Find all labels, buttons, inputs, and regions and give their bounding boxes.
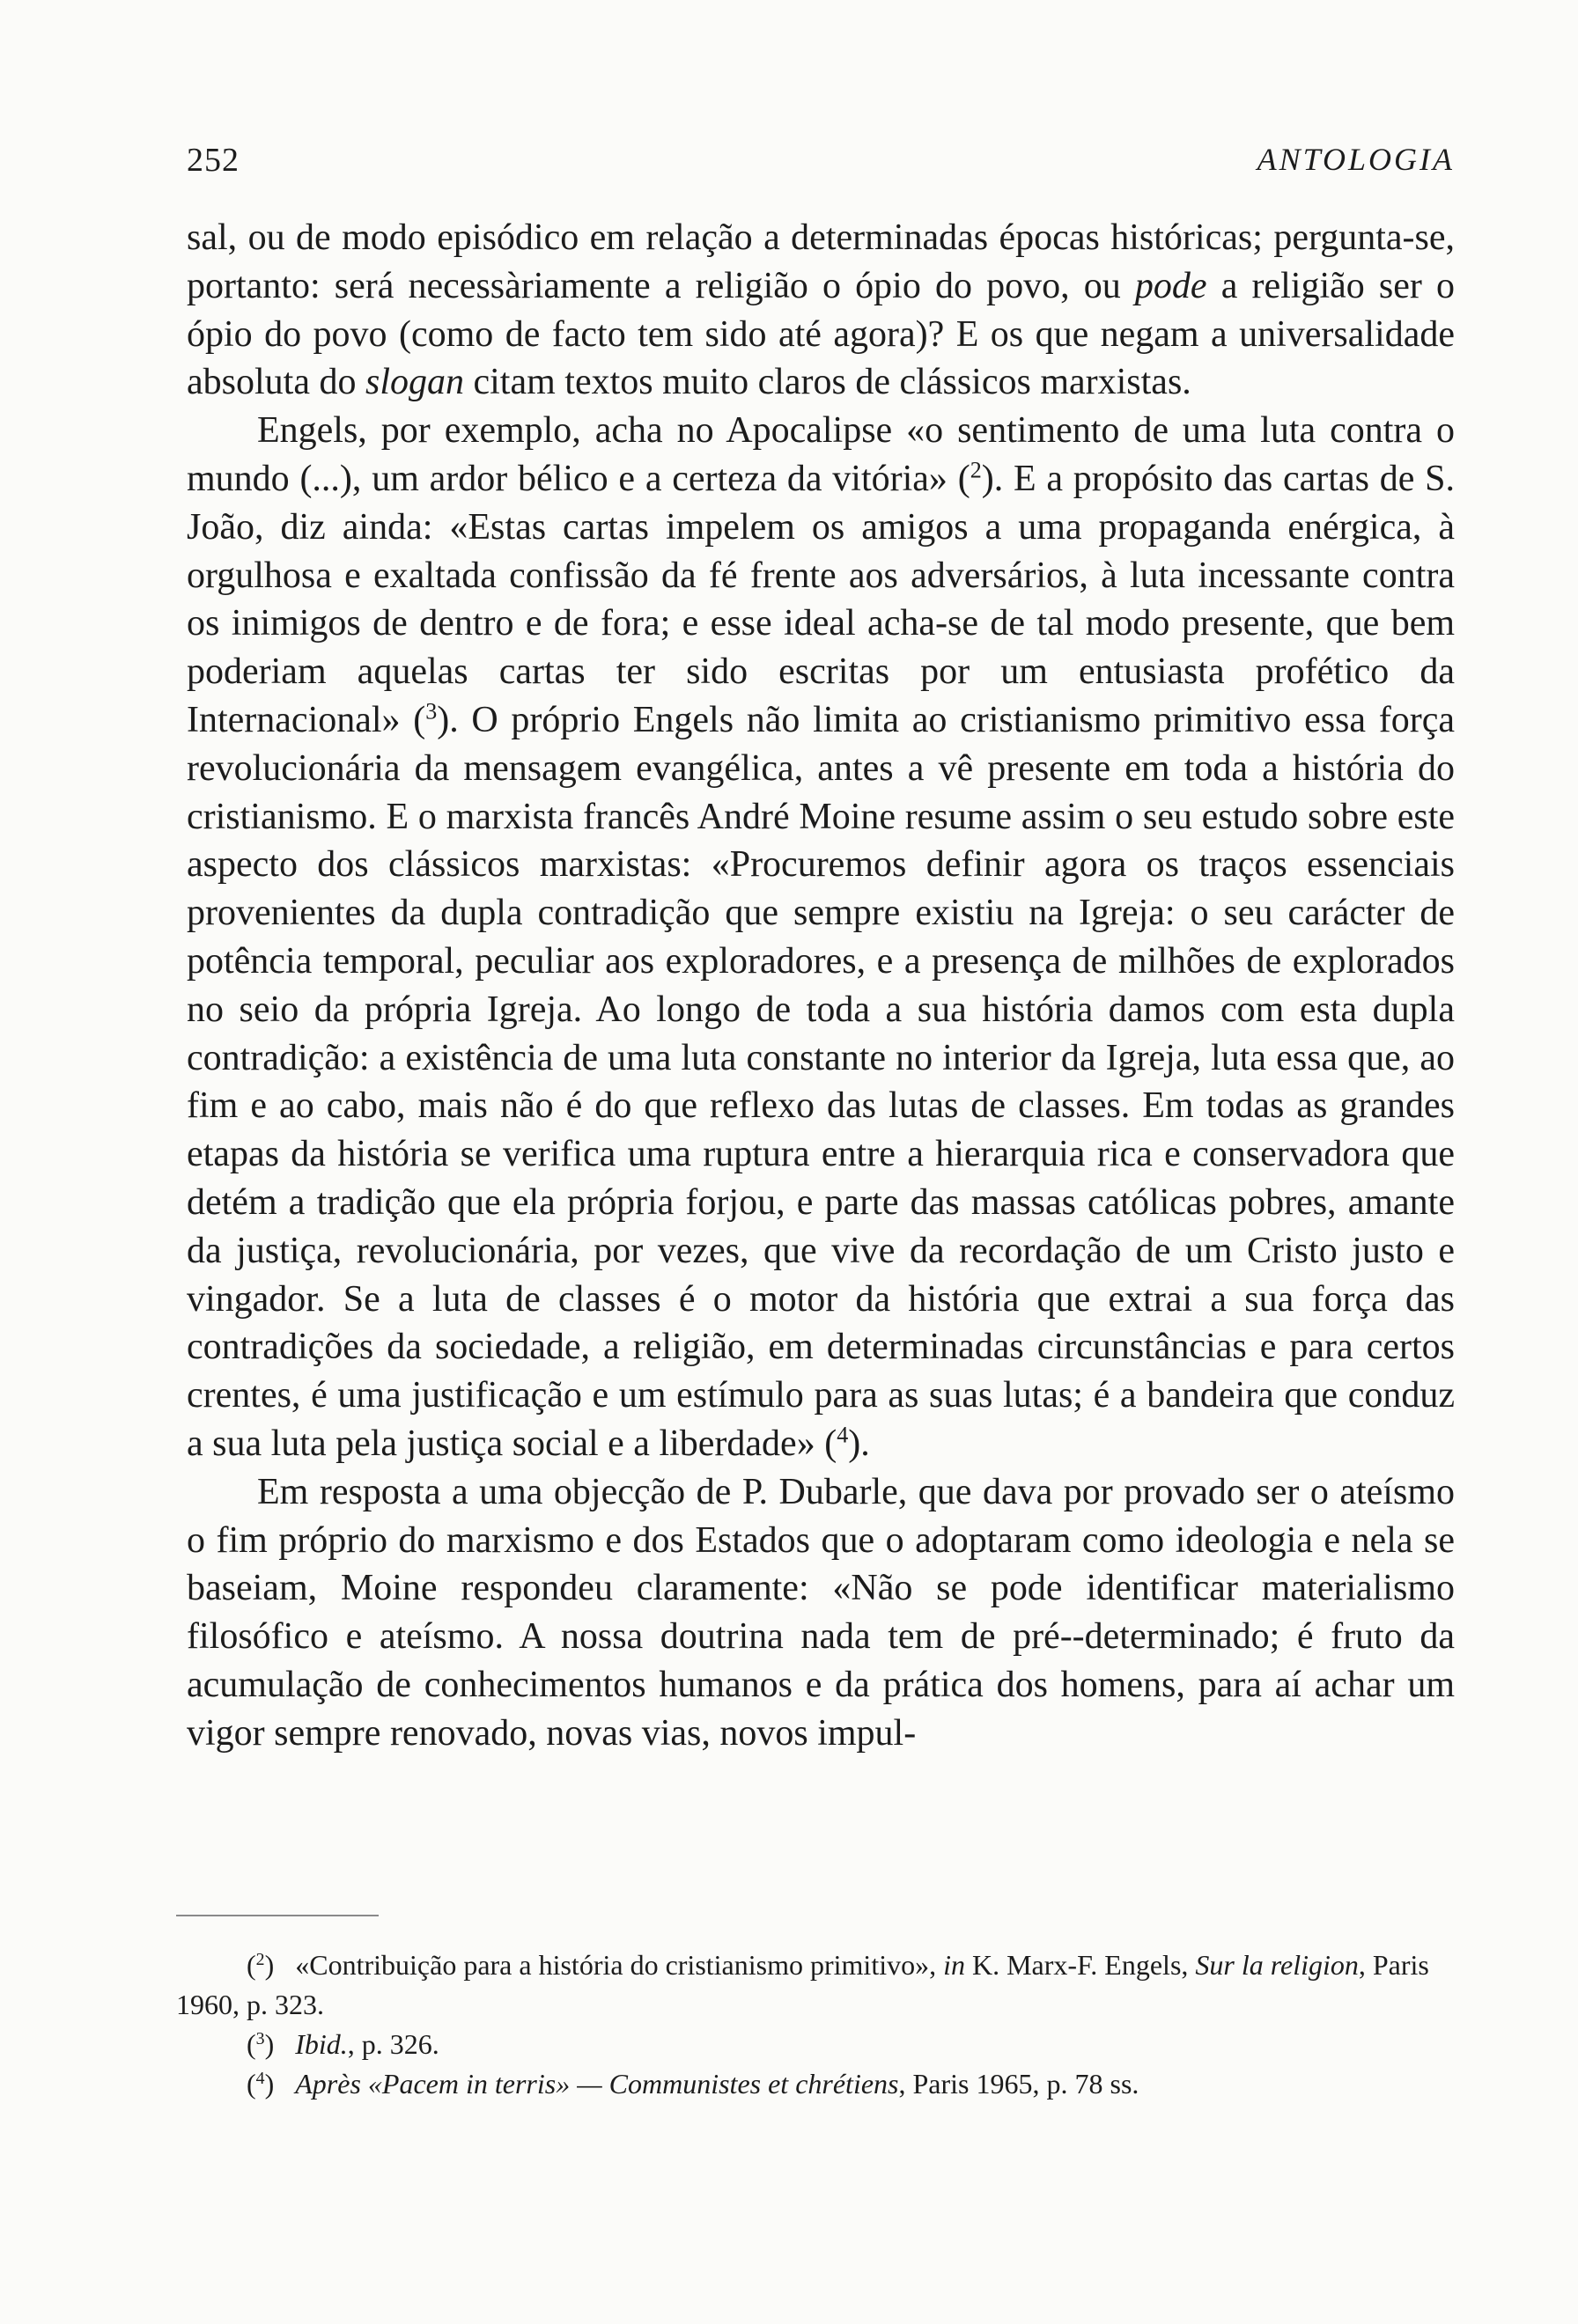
running-head: ANTOLOGIA [1257,142,1455,177]
body-text [187,214,1455,1758]
page-header [187,141,1455,185]
paragraph-1: sal, ou de modo episódico em relação a determinadas épocas históricas; pergunta-se, portanto: será necessàriamente a religião o ópio do povo, ou pode a religião ser o ópio do povo (como de facto tem sido até agora)? E os que negam a universalidade absoluta do slogan citam textos muito claros de clássicos marxistas. [187,217,1456,403]
paragraph-3: Em resposta a uma objecção de P. Dubarle, que dava por provado ser o ateísmo o fim próprio do marxismo e dos Estados que o adoptaram como ideologia e nela se baseiam, Moine respondeu claramente: «Não se pode identificar materialismo filosófico e ateísmo. A nossa doutrina nada tem de pré--determinado; é fruto da acumulação de conhecimentos humanos e da prática dos homens, para aí achar um vigor sempre renovado, novas vias, novos impul- [187,1471,1455,1754]
footnote-ref-4[interactable]: 4 [837,1422,849,1448]
footnote-ref-3[interactable]: 3 [425,698,438,724]
footnote-4: ($^4$) Après «Pacem in terris» — Communistes et chrétiens, Paris 1965, p. 78 ss. [247,2068,1139,2100]
footnote-3: ($^3$) Ibid., p. 326. [247,2028,439,2060]
paragraph-2: Engels, por exemplo, acha no Apocalipse «o sentimento de uma luta contra o mundo (...), um ardor bélico e a certeza da vitória» ($^2$). E a propósito das cartas de S. João, diz ainda: «Estas cartas impelem os amigos a uma propaganda enérgica, à orgulhosa e exaltada confissão da fé frente aos adversários, à luta incessante contra os inimigos de dentro e de fora; e esse ideal acha-se de tal modo presente, que bem poderiam aquelas cartas ter sido escritas por um entusiasta profético da Internacional» ($^3$). O próprio Engels não limita ao cristianismo primitivo essa força revolucionária da mensagem evangélica, antes a vê presente em toda a história do cristianismo. E o marxista francês André Moine resume assim o seu estudo sobre este aspecto dos clássicos marxistas: «Procuremos definir agora os traços essenciais provenientes da dupla contradição que sempre existiu na Igreja: o seu carácter de potência temporal, peculiar aos exploradores, e a presença de milhões de explorados no seio da própria Igreja. Ao longo de toda a sua história damos com esta dupla contradição: a existência de uma luta constante no interior da Igreja, luta essa que, ao fim e ao cabo, mais não é do que reflexo das lutas de classes. Em todas as grandes etapas da história se verifica uma ruptura entre a hierarquia rica e conservadora que detém a tradição que ela própria forjou, e parte das massas católicas pobres, amante da justiça, revolucionária, por vezes, que vive da recordação de um Cristo justo e vingador. Se a luta de classes é o motor da história que extrai a sua força das contradições da sociedade, a religião, em determinadas circunstâncias e para certos crentes, é uma justificação e um estímulo para as suas lutas; é a bandeira que conduz a sua luta pela justiça social e a liberdade» ($^4$). [187,410,1455,1464]
footnote-ref-2[interactable]: 2 [970,457,982,483]
emphasis-pode: pode [1134,265,1207,306]
footnote-2: ($^2$) «Contribuição para a história do cristianismo primitivo», in K. Marx-F. Engels, Sur la religion, Paris 1960, p. 323. [176,1949,1429,2020]
emphasis-slogan: slogan [365,362,464,403]
footnotes [176,1945,1444,2104]
footnote-divider [176,1915,379,1916]
page-number: 252 [187,142,240,179]
